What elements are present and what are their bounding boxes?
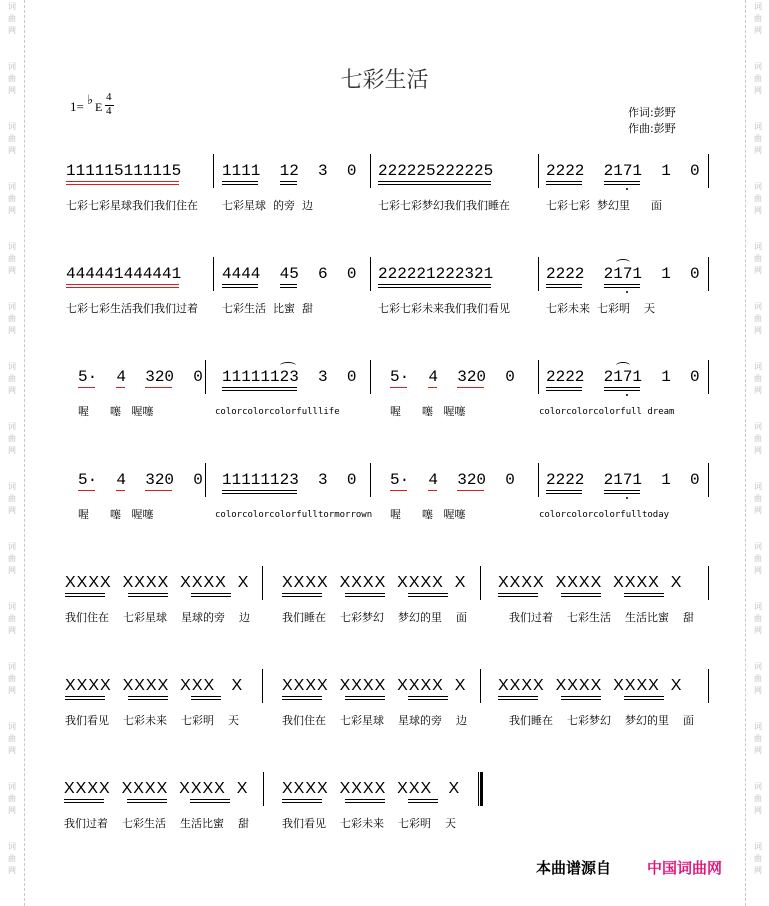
edge-watermark-glyph: 曲 (754, 134, 762, 143)
measure-lyrics: 我们过着 七彩生活 生活比蜜 甜 (509, 611, 694, 624)
beam-line (390, 387, 407, 388)
beam-line (282, 802, 322, 803)
edge-watermark-glyph: 词 (8, 602, 16, 611)
edge-watermark-glyph: 网 (754, 146, 762, 155)
tie-arc (616, 259, 630, 266)
beam-line (145, 490, 172, 491)
beam-line (191, 593, 231, 594)
beam-line (345, 699, 385, 700)
edge-watermark-glyph: 网 (754, 446, 762, 455)
bar-line (480, 566, 481, 600)
edge-watermark-glyph: 网 (754, 866, 762, 875)
edge-watermark-glyph: 词 (754, 542, 762, 551)
bar-line (370, 154, 371, 188)
edge-watermark-glyph: 曲 (8, 674, 16, 683)
beam-line (408, 593, 448, 594)
beam-line (457, 490, 484, 491)
edge-watermark-glyph: 词 (8, 242, 16, 251)
edge-watermark-glyph: 曲 (754, 554, 762, 563)
beam-line (222, 287, 258, 288)
edge-watermark-glyph: 网 (754, 686, 762, 695)
edge-watermark-glyph: 网 (754, 746, 762, 755)
measure-notes: 5· 4 320 0 (390, 368, 515, 386)
measure-lyrics: 七彩七彩 梦幻里 面 (546, 199, 662, 212)
measure-notes: 11111123 3 0 (222, 368, 357, 386)
edge-watermark-glyph: 曲 (8, 14, 16, 23)
measure-lyrics: 七彩生活 比蜜 甜 (222, 302, 313, 315)
edge-watermark-glyph: 词 (754, 782, 762, 791)
octave-dot (626, 188, 628, 190)
beam-line (428, 387, 437, 388)
edge-watermark-glyph: 曲 (754, 674, 762, 683)
beam-line (345, 696, 385, 697)
beam-line (282, 699, 322, 700)
bar-line (370, 463, 371, 497)
edge-watermark-glyph: 词 (8, 182, 16, 191)
beam-line (282, 696, 322, 697)
edge-watermark-glyph: 曲 (754, 254, 762, 263)
edge-watermark-glyph: 曲 (754, 854, 762, 863)
bar-line (708, 669, 709, 703)
beam-line (498, 699, 538, 700)
measure-lyrics: 我们看见 七彩未来 七彩明 天 (282, 817, 456, 830)
beam-line (222, 490, 297, 491)
time-signature-denominator: 4 (106, 105, 112, 117)
beam-line (561, 696, 601, 697)
key-letter: E (95, 100, 103, 114)
key-signature (70, 92, 130, 126)
beam-line (604, 493, 640, 494)
beam-line (65, 593, 105, 594)
score-title: 七彩生活 (340, 68, 429, 93)
beam-line (408, 699, 448, 700)
beam-line (546, 184, 582, 185)
beam-line (222, 390, 297, 391)
measure-lyrics: 七彩七彩未来我们我们看见 (378, 302, 510, 315)
measure-lyrics: colorcolorcolorfulllife (215, 407, 340, 417)
edge-watermark-glyph: 网 (8, 206, 16, 215)
beam-line (624, 593, 664, 594)
measure-notes: XXXX XXXX XXXX X (65, 574, 250, 591)
beam-line (498, 593, 538, 594)
edge-watermark-glyph: 曲 (8, 134, 16, 143)
edge-watermark-glyph: 词 (8, 2, 16, 11)
measure-notes: 4444 45 6 0 (222, 265, 357, 283)
measure-notes: 2222 2171 1 0 (546, 471, 700, 489)
edge-watermark-glyph: 词 (754, 2, 762, 11)
beam-line (280, 181, 297, 182)
beam-line (345, 799, 385, 800)
edge-watermark-glyph: 网 (8, 866, 16, 875)
bar-line (538, 154, 539, 188)
measure-notes: 1111 12 3 0 (222, 162, 357, 180)
beam-line (546, 287, 582, 288)
edge-watermark-glyph: 曲 (754, 14, 762, 23)
beam-line (65, 596, 105, 597)
beam-line (604, 390, 640, 391)
measure-lyrics: 喔 噻 喔噻 (78, 405, 154, 418)
measure-notes: XXXX XXXX XXXX X (282, 677, 467, 694)
beam-line (222, 184, 258, 185)
edge-watermark-glyph: 词 (8, 62, 16, 71)
beam-line (282, 593, 322, 594)
beam-line (127, 802, 167, 803)
beam-line (604, 181, 640, 182)
measure-notes: 444441444441 (66, 265, 182, 283)
beam-line (428, 490, 437, 491)
edge-watermark-glyph: 词 (754, 482, 762, 491)
edge-watermark-glyph: 曲 (754, 614, 762, 623)
beam-line (127, 799, 167, 800)
beam-line (604, 184, 640, 185)
beam-line (191, 696, 221, 697)
edge-watermark-glyph: 网 (8, 626, 16, 635)
final-bar-line (478, 772, 479, 806)
lyricist-credit: 作词:彭野 (628, 106, 676, 119)
edge-watermark-glyph: 词 (8, 662, 16, 671)
beam-line (561, 699, 601, 700)
beam-line (457, 387, 484, 388)
edge-watermark-glyph: 词 (754, 602, 762, 611)
edge-watermark-glyph: 词 (8, 542, 16, 551)
measure-lyrics: 七彩未来 七彩明 天 (546, 302, 655, 315)
edge-watermark-glyph: 词 (8, 362, 16, 371)
edge-watermark-glyph: 网 (8, 686, 16, 695)
bar-line (213, 257, 214, 291)
edge-watermark-glyph: 曲 (754, 374, 762, 383)
measure-notes: XXXX XXXX XXX X (65, 677, 244, 694)
measure-notes: XXXX XXXX XXX X (282, 780, 461, 797)
beam-line (145, 387, 172, 388)
bar-line (205, 463, 206, 497)
beam-line (116, 490, 125, 491)
edge-watermark-glyph: 网 (8, 86, 16, 95)
beam-line (604, 287, 640, 288)
edge-watermark-glyph: 词 (8, 422, 16, 431)
edge-watermark-glyph: 网 (8, 146, 16, 155)
edge-watermark-glyph: 词 (754, 362, 762, 371)
edge-watermark-glyph: 曲 (8, 854, 16, 863)
composer-credit: 作曲:彭野 (628, 122, 676, 135)
bar-line (538, 463, 539, 497)
octave-dot (626, 394, 628, 396)
beam-line (378, 287, 491, 288)
beam-line (116, 387, 125, 388)
beam-line (561, 593, 601, 594)
measure-lyrics: 我们睡在 七彩梦幻 梦幻的里 面 (509, 714, 694, 727)
beam-line (546, 284, 582, 285)
measure-notes: 111115111115 (66, 162, 182, 180)
measure-notes: 222221222321 (378, 265, 494, 283)
beam-line (78, 490, 95, 491)
beam-line (64, 799, 104, 800)
bar-line (708, 257, 709, 291)
beam-line (222, 181, 258, 182)
beam-line (280, 184, 297, 185)
bar-line (205, 360, 206, 394)
beam-line (408, 696, 448, 697)
beam-line (408, 799, 438, 800)
credits (628, 105, 676, 137)
edge-watermark-glyph: 曲 (8, 194, 16, 203)
measure-notes: 5· 4 320 0 (78, 471, 203, 489)
edge-watermark-glyph: 网 (754, 206, 762, 215)
edge-watermark-glyph: 网 (754, 806, 762, 815)
beam-line (191, 596, 231, 597)
edge-watermark-glyph: 词 (754, 842, 762, 851)
measure-notes: 5· 4 320 0 (78, 368, 203, 386)
measure-notes: XXXX XXXX XXXX X (64, 780, 249, 797)
edge-watermark-glyph: 词 (8, 842, 16, 851)
edge-watermark-glyph: 曲 (8, 374, 16, 383)
beam-line (624, 696, 664, 697)
bar-line (263, 772, 264, 806)
measure-lyrics: 我们看见 七彩未来 七彩明 天 (65, 714, 239, 727)
edge-watermark-glyph: 曲 (754, 494, 762, 503)
measure-notes: XXXX XXXX XXXX X (498, 574, 683, 591)
source-site[interactable]: 中国词曲网 (647, 859, 723, 877)
edge-watermark-glyph: 网 (8, 386, 16, 395)
bar-line (708, 566, 709, 600)
edge-watermark-glyph: 网 (8, 26, 16, 35)
measure-notes: XXXX XXXX XXXX X (498, 677, 683, 694)
beam-line (282, 799, 322, 800)
beam-line (66, 184, 179, 185)
beam-line (408, 596, 448, 597)
edge-watermark-glyph: 网 (8, 446, 16, 455)
beam-line (604, 490, 640, 491)
edge-watermark-glyph: 网 (754, 326, 762, 335)
edge-watermark-glyph: 曲 (8, 74, 16, 83)
measure-lyrics: 喔 噻 喔噻 (78, 508, 154, 521)
edge-watermark-glyph: 词 (754, 722, 762, 731)
beam-line (546, 387, 582, 388)
edge-watermark-glyph: 曲 (8, 254, 16, 263)
beam-line (191, 699, 221, 700)
beam-line (604, 387, 640, 388)
edge-watermark-glyph: 词 (8, 302, 16, 311)
measure-lyrics: 七彩七彩星球我们我们住在 (66, 199, 198, 212)
edge-watermark-glyph: 网 (754, 26, 762, 35)
measure-lyrics: 我们过着 七彩生活 生活比蜜 甜 (64, 817, 249, 830)
beam-line (345, 593, 385, 594)
beam-line (128, 593, 168, 594)
beam-line (128, 699, 168, 700)
beam-line (345, 802, 385, 803)
measure-notes: 11111123 3 0 (222, 471, 357, 489)
beam-line (624, 699, 664, 700)
measure-lyrics: 七彩星球 的旁 边 (222, 199, 313, 212)
edge-watermark-glyph: 网 (8, 266, 16, 275)
beam-line (280, 287, 297, 288)
left-edge-strip (0, 0, 25, 906)
beam-line (222, 387, 297, 388)
bar-line (708, 463, 709, 497)
bar-line (262, 669, 263, 703)
edge-watermark-glyph: 曲 (754, 314, 762, 323)
beam-line (624, 596, 664, 597)
beam-line (561, 596, 601, 597)
edge-watermark-glyph: 曲 (754, 734, 762, 743)
beam-line (378, 284, 491, 285)
bar-line (370, 360, 371, 394)
measure-notes: XXXX XXXX XXXX X (282, 574, 467, 591)
beam-line (66, 181, 179, 182)
bar-line (262, 566, 263, 600)
edge-watermark-glyph: 网 (8, 506, 16, 515)
beam-line (546, 181, 582, 182)
octave-dot (626, 497, 628, 499)
final-bar-line (481, 772, 483, 806)
beam-line (65, 699, 105, 700)
beam-line (378, 184, 491, 185)
bar-line (213, 154, 214, 188)
beam-line (282, 596, 322, 597)
edge-watermark-glyph: 曲 (8, 434, 16, 443)
tie-arc (280, 362, 296, 369)
measure-notes: 2222 2171 1 0 (546, 265, 700, 283)
edge-watermark-glyph: 网 (754, 386, 762, 395)
beam-line (190, 802, 230, 803)
beam-line (546, 490, 582, 491)
edge-watermark-glyph: 网 (8, 746, 16, 755)
edge-watermark-glyph: 词 (8, 122, 16, 131)
edge-watermark-glyph: 曲 (8, 614, 16, 623)
beam-line (345, 596, 385, 597)
beam-line (546, 493, 582, 494)
beam-line (78, 387, 95, 388)
bar-line (480, 669, 481, 703)
beam-line (378, 181, 491, 182)
key-prefix: 1= (70, 99, 84, 114)
edge-watermark-glyph: 网 (754, 86, 762, 95)
measure-lyrics: 我们住在 七彩星球 星球的旁 边 (65, 611, 250, 624)
edge-watermark-glyph: 网 (754, 566, 762, 575)
edge-watermark-glyph: 词 (8, 722, 16, 731)
measure-lyrics: 我们住在 七彩星球 星球的旁 边 (282, 714, 467, 727)
measure-lyrics: colorcolorcolorfull dream (539, 407, 675, 417)
edge-watermark-glyph: 网 (8, 326, 16, 335)
edge-watermark-glyph: 曲 (754, 434, 762, 443)
measure-lyrics: 喔 噻 喔噻 (390, 405, 466, 418)
measure-notes: 2222 2171 1 0 (546, 162, 700, 180)
right-edge-strip (745, 0, 769, 906)
octave-dot (626, 291, 628, 293)
beam-line (64, 802, 104, 803)
edge-watermark-glyph: 曲 (754, 74, 762, 83)
edge-watermark-glyph: 曲 (8, 554, 16, 563)
beam-line (128, 596, 168, 597)
edge-watermark-glyph: 曲 (754, 794, 762, 803)
tie-arc (616, 362, 630, 369)
bar-line (538, 257, 539, 291)
measure-notes: 5· 4 320 0 (390, 471, 515, 489)
beam-line (66, 284, 179, 285)
edge-watermark-glyph: 网 (754, 506, 762, 515)
edge-watermark-glyph: 词 (8, 782, 16, 791)
edge-watermark-glyph: 曲 (8, 794, 16, 803)
bar-line (538, 360, 539, 394)
source-label: 本曲谱源自 (536, 859, 612, 877)
edge-watermark-glyph: 网 (8, 806, 16, 815)
beam-line (190, 799, 230, 800)
edge-watermark-glyph: 网 (754, 266, 762, 275)
measure-lyrics: colorcolorcolorfulltormorrown (215, 510, 373, 520)
beam-line (222, 493, 297, 494)
bar-line (370, 257, 371, 291)
edge-watermark-glyph: 词 (8, 482, 16, 491)
beam-line (498, 596, 538, 597)
edge-watermark-glyph: 词 (754, 242, 762, 251)
beam-line (222, 284, 258, 285)
edge-watermark-glyph: 网 (8, 566, 16, 575)
edge-watermark-glyph: 曲 (754, 194, 762, 203)
edge-watermark-glyph: 网 (754, 626, 762, 635)
edge-watermark-glyph: 词 (754, 122, 762, 131)
measure-lyrics: 喔 噻 喔噻 (390, 508, 466, 521)
measure-lyrics: colorcolorcolorfulltoday (539, 510, 670, 520)
beam-line (546, 390, 582, 391)
measure-lyrics: 七彩七彩梦幻我们我们睡在 (378, 199, 510, 212)
beam-line (128, 696, 168, 697)
beam-line (280, 284, 297, 285)
edge-watermark-glyph: 曲 (8, 734, 16, 743)
beam-line (390, 490, 407, 491)
measure-notes: 2222 2171 1 0 (546, 368, 700, 386)
edge-watermark-glyph: 词 (754, 182, 762, 191)
beam-line (604, 284, 640, 285)
measure-lyrics: 七彩七彩生活我们我们过着 (66, 302, 198, 315)
bar-line (708, 360, 709, 394)
edge-watermark-glyph: 词 (754, 302, 762, 311)
measure-lyrics: 我们睡在 七彩梦幻 梦幻的里 面 (282, 611, 467, 624)
edge-watermark-glyph: 曲 (8, 314, 16, 323)
flat-sign: ♭ (87, 92, 94, 107)
edge-watermark-glyph: 词 (754, 662, 762, 671)
time-signature-numerator: 4 (106, 91, 112, 103)
bar-line (708, 154, 709, 188)
beam-line (65, 696, 105, 697)
beam-line (498, 696, 538, 697)
beam-line (408, 802, 438, 803)
edge-watermark-glyph: 曲 (8, 494, 16, 503)
edge-watermark-glyph: 词 (754, 62, 762, 71)
edge-watermark-glyph: 词 (754, 422, 762, 431)
beam-line (66, 287, 179, 288)
measure-notes: 222225222225 (378, 162, 494, 180)
